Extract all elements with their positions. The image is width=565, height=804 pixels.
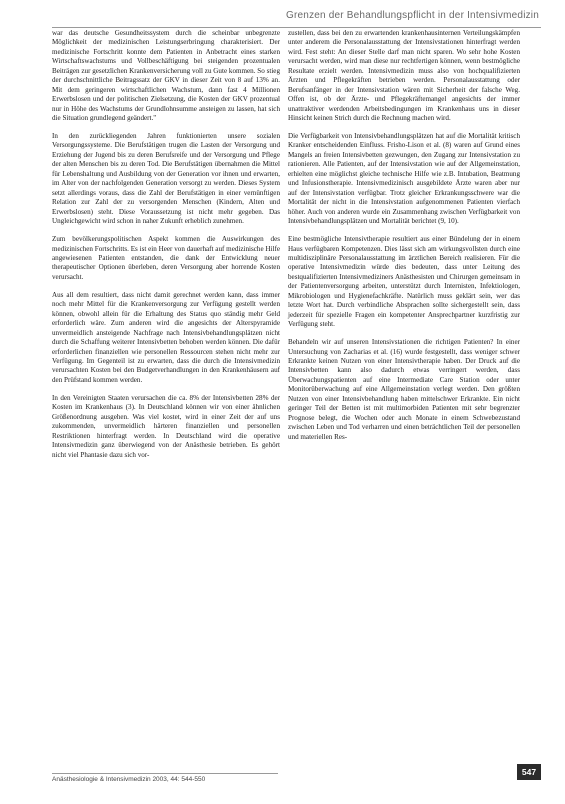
- paragraph: In den zurückliegenden Jahren funktionierten unsere sozialen Versorgungssysteme. Die Berufstätigen trugen die Lasten der Versorgung und Erziehung der Jugend bis zu deren Berufsreife und der Versorgung und Pflege der alten Menschen bis zu deren Tod. Die Berufstätigen übernahmen die Mittel für Lebenshaltung und Ausbildung von der Generation vor ihnen und erwarten, im Alter von der nachfolgenden Generation versorgt zu werden. Dieses System setzt allerdings voraus, dass die Zahl der Berufstätigen in einer vernünftigen Relation zur Zahl der zu versorgenden Menschen (Kindern, Alten und Erwerbslosen) steht. Diese Voraussetzung ist nicht mehr gegeben. Das Ungleichgewicht wird schon in naher Zukunft erheblich zunehmen.: [52, 132, 280, 226]
- paragraph: Aus all dem resultiert, dass nicht damit gerechnet werden kann, dass immer noch mehr Mittel für die Krankenversorgung zur Verfügung gestellt werden können, obwohl allein für die Erhaltung des Status quo ständig mehr Geld erforderlich wäre. Zum anderen wird die angesichts der Alterspyramide unvermeidlich ansteigende Nachfrage nach Intensivbehandlungsplätzen nicht durch die Schaffung weiterer Intensivbetten behoben werden können. Die dafür erforderlichen finanziellen wie personellen Ressourcen stehen nicht mehr zur Verfügung. Im Gegenteil ist zu erwarten, dass die durch die Intensivmedizin verursachten Kosten bei den Budgetverhandlungen in den Krankenhäusern auf den Prüfstand kommen werden.: [52, 290, 280, 384]
- right-column: [288, 29, 520, 451]
- paragraph: zustellen, dass bei den zu erwartenden krankenhausinternen Verteilungskämpfen unter anderem die Personalausstattung der Intensivstationen hinterfragt werden wird. Fest steht: An dieser Stelle darf man nicht sparen. Wo sehr hohe Kosten verursacht werden, wird man diese nur rechtfertigen können, wenn bestmögliche Resultate erzielt werden. Intensivmedizin muss also von hochqualifizierten Ärzten und Pflegekräften betrieben werden. Personalausstattung oder Berufsanfänger in der Intensivstation wären mit Sicherheit der falsche Weg. Offen ist, ob der Ärzte- und Pflegekräftemangel angesichts der immer unattraktiver werdenden Arbeitsbedingungen im Krankenhaus uns in dieser Hinsicht keinen Strich durch die Rechnung machen wird.: [288, 29, 520, 123]
- paragraph: In den Vereinigten Staaten verursachen die ca. 8% der Intensivbetten 28% der Kosten im Krankenhaus (3). In Deutschland können wir von einer ähnlichen Größenordnung ausgehen. Was viel kostet, wird in einer Zeit der auf uns zukommenden, unvermeidlich härteren finanziellen und personellen Restriktionen hinterfragt werden. In Deutschland wird die operative Intensivmedizin ganz überwiegend von der Anästhesie betrieben. Es gehört nicht viel Phantasie dazu sich vor-: [52, 393, 280, 459]
- running-title: Grenzen der Behandlungspflicht in der Intensivmedizin: [286, 10, 539, 21]
- footer-divider: [52, 773, 278, 774]
- paragraph: Behandeln wir auf unseren Intensivstationen die richtigen Patienten? In einer Untersuchung von Zacharias et al. (16) wurde festgestellt, dass weniger schwer Erkrankte keinen Nutzen von einer Intensivtherapie haben. Der Druck auf die Intensivbetten kann also dadurch etwas verringert werden, dass Überwachungspatienten auf eine Intermediate Care Station oder unter Monitorüberwachung auf eine Allgemeinstation verlegt werden. Den größten Nutzen von einer Intensivbehandlung haben mittelschwer Erkrankte. Ein nicht geringer Teil der Betten ist mit multimorbiden Patienten mit sehr begrenzter Prognose belegt, die Wochen oder auch Monate in einem Schwebezustand zwischen Leben und Tod verharren und einen beträchtlichen Teil der personellen und materiellen Res-: [288, 338, 520, 441]
- left-column: [52, 29, 280, 469]
- page-number: 547: [517, 764, 541, 780]
- journal-citation: Anästhesiologie & Intensivmedizin 2003, 44: 544-550: [52, 776, 206, 783]
- paragraph: war das deutsche Gesundheitssystem durch die scheinbar unbegrenzte Möglichkeit der medizinischen Leistungserbringung charakterisiert. Der medizinische Fortschritt konnte dem Patienten in Anbetracht eines starken Wirtschaftswachstums und Vollbeschäftigung bei steigenden prozentualen Beiträgen zur gesetzlichen Krankenversicherung voll zu Gute kommen. So stieg der durchschnittliche Beitragssatz der GKV in dieser Zeit von 8 auf 13% an. Mit dem geringeren wirtschaftlichen Wachstum, dann fast 4 Millionen Erwerbslosen und der politischen Zielsetzung, die Kosten der GKV prozentual nur in Höhe des Wachstums der Grundlohnsumme ansteigen zu lassen, hat sich die Situation grundlegend geändert.": [52, 29, 280, 123]
- paragraph: Zum bevölkerungspolitischen Aspekt kommen die Auswirkungen des medizinischen Fortschritts. Es ist ein Heer von dauerhaft auf medizinische Hilfe angewiesenen Patienten entstanden, die dank der Entwicklung neuer therapeutischer Optionen überleben, deren Versorgung aber horrende Kosten verursacht.: [52, 235, 280, 281]
- paragraph: Eine bestmögliche Intensivtherapie resultiert aus einer Bündelung der in einem Haus verfügbaren Kompetenzen. Dies lässt sich am wirkungsvollsten durch eine multidisziplinäre Personalausstattung im ärztlichen Bereich realisieren. Für die operative Intensivmedizin würde dies bedeuten, dass unter Leitung des bestqualifizierten Intensivmediziners Anästhesisten und Chirurgen gemeinsam in der Patientenversorgung arbeiten, unterstützt durch Internisten, Infektiologen, Mikrobiologen und Hygienefachkräfte. Natürlich muss geklärt sein, wer das letzte Wort hat. Durch verbindliche Absprachen sollte sichergestellt sein, dass jederzeit für spezielle Fragen ein kompetenter Ansprechpartner kurzfristig zur Verfügung steht.: [288, 235, 520, 329]
- header-divider: [52, 27, 541, 28]
- paragraph: Die Verfügbarkeit von Intensivbehandlungsplätzen hat auf die Mortalität kritisch Kranker entscheidenden Einfluss. Frisho-Lison et al. (8) waren auf Grund eines Mangels an freien Intensivbetten gezwungen, den Zugang zur Intensivstation zu rationieren. Alle Patienten, auf der Intensivstation wie auf der Allgemeinstation, erhielten eine möglichst gleiche technische Hilfe wie z.B. Intubation, Beatmung und Infusionstherapie. Intensivmedizinisch ausgebildete Ärzte waren aber nur auf der Intensivstation verfügbar. Trotz gleicher Erkrankungsschwere war die Mortalität der nicht in die Intensivstation aufgenommenen Patienten vierfach höher. Auch von anderen wurde ein Zusammenhang zwischen Verfügbarkeit von Intensivbehandlungsplätzen und Mortalität berichtet (9, 10).: [288, 132, 520, 226]
